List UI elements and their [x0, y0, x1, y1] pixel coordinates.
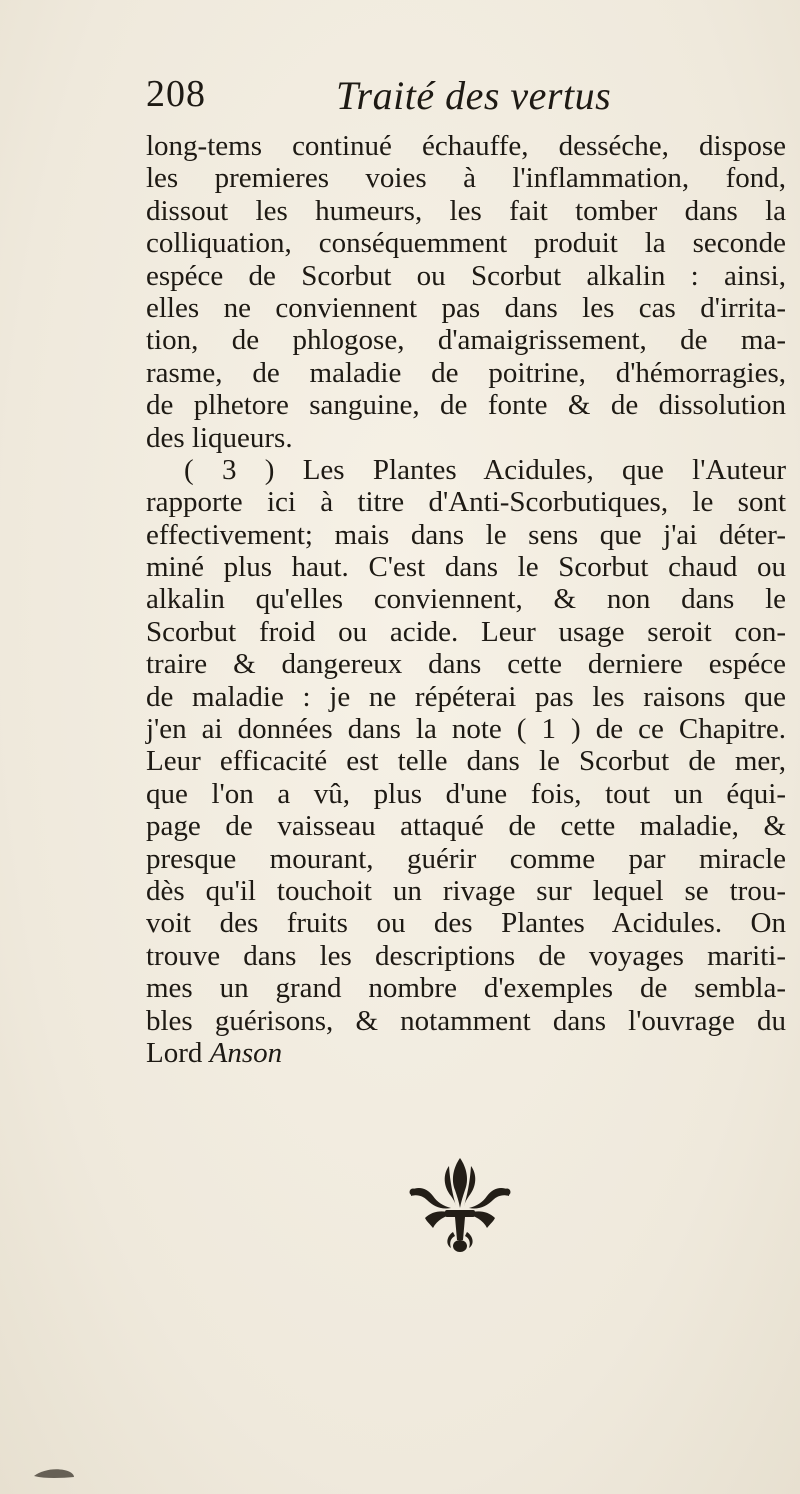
text-line: dès qu'il touchoit un rivage sur lequel se trou-	[146, 874, 786, 907]
text-line: des liqueurs.	[146, 421, 293, 454]
text-line: Leur efficacité est telle dans le Scorbut de mer,	[146, 745, 786, 778]
text-line-final	[146, 1037, 786, 1069]
fleuron-ornament-icon	[405, 1152, 515, 1262]
text-line: page de vaisseau attaqué de cette maladie, &	[146, 810, 786, 843]
text-line: que l'on a vû, plus d'une fois, tout un équi-	[146, 777, 786, 810]
text-line: Scorbut froid ou acide. Leur usage seroit con-	[146, 615, 786, 648]
body-text	[146, 130, 786, 1069]
text-line: long-tems continué échauffe, desséche, dispose	[146, 130, 786, 162]
text-line: mes un grand nombre d'exemples de sembla-	[146, 972, 786, 1005]
text-line: tion, de phlogose, d'amaigrissement, de ma-	[146, 324, 786, 357]
text-line: trouve dans les descriptions de voyages mariti-	[146, 939, 786, 972]
italic-name: Anson	[209, 1036, 283, 1069]
page-header	[146, 72, 786, 132]
text-line-final-prefix: Lord	[146, 1036, 210, 1069]
text-line: miné plus haut. C'est dans le Scorbut chaud ou	[146, 551, 786, 584]
running-title: Traité des vertus	[336, 73, 612, 118]
text-line: rasme, de maladie de poitrine, d'hémorragies,	[146, 356, 786, 389]
page-number: 208	[146, 73, 206, 115]
text-line: rapporte ici à titre d'Anti-Scorbutiques, le sont	[146, 486, 786, 519]
text-line: effectivement; mais dans le sens que j'ai déter-	[146, 518, 786, 551]
text-line: colliquation, conséquemment produit la seconde	[146, 227, 786, 260]
text-line: voit des fruits ou des Plantes Acidules. On	[146, 907, 786, 940]
text-line: bles guérisons, & notamment dans l'ouvrage du	[146, 1004, 786, 1037]
text-line: dissout les humeurs, les fait tomber dans la	[146, 194, 786, 227]
text-line: presque mourant, guérir comme par miracle	[146, 842, 786, 875]
ink-smudge	[32, 1466, 76, 1480]
text-line: les premieres voies à l'inflammation, fond,	[146, 162, 786, 195]
text-line: espéce de Scorbut ou Scorbut alkalin : ainsi,	[146, 259, 786, 292]
text-line: j'en ai données dans la note ( 1 ) de ce Chapitre.	[146, 713, 786, 746]
text-line: elles ne conviennent pas dans les cas d'irrita-	[146, 291, 786, 324]
text-line: de maladie : je ne répéterai pas les raisons que	[146, 680, 786, 713]
text-line: traire & dangereux dans cette derniere espéce	[146, 648, 786, 681]
footnote-start-line: ( 3 ) Les Plantes Acidules, que l'Auteur	[184, 453, 786, 486]
text-line: alkalin qu'elles conviennent, & non dans le	[146, 583, 786, 616]
text-line: de plhetore sanguine, de fonte & de dissolution	[146, 389, 786, 422]
